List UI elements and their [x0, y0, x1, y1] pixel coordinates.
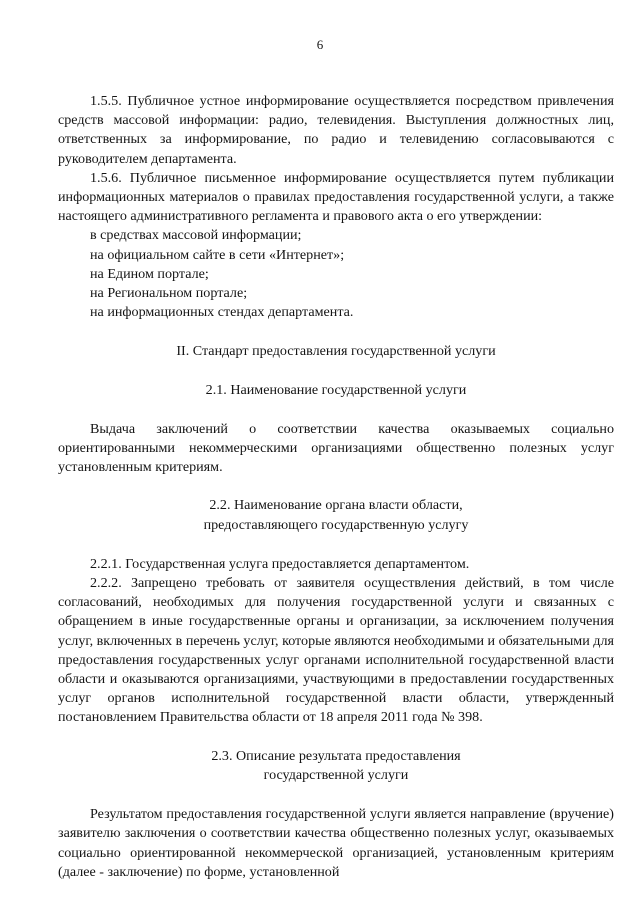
- paragraph-1-5-5: 1.5.5. Публичное устное информирование осуществляется посредством привлечения средств массовой информации: радио, телевидения. Выступления должностных лиц, ответственных за информирование, по радио и телевидению согласовываются с руководителем департамента.: [58, 93, 614, 167]
- document-body: [58, 92, 614, 882]
- subsection-2-2-heading: [58, 496, 614, 534]
- subsection-2-2-heading-line2: предоставляющего государственную услугу: [203, 516, 469, 533]
- subsection-2-3-heading-line2: государственной услуги: [263, 766, 409, 783]
- page-number: 6: [316, 37, 324, 52]
- subsection-2-3-heading-line1: 2.3. Описание результата предоставления: [211, 747, 461, 764]
- list-item: на официальном сайте в сети «Интернет»;: [90, 246, 345, 263]
- section-2-heading: II. Стандарт предоставления государственной услуги: [176, 343, 496, 360]
- list-item: в средствах массовой информации;: [90, 227, 302, 244]
- subsection-2-1-heading: 2.1. Наименование государственной услуги: [205, 381, 467, 398]
- subsection-2-3-text: Результатом предоставления государственной услуги является направление (вручение) заявителю заключения о соответствии качества общественно полезных услуг, оказываемых социально ориентированной некоммерческой организацией, установленным критериям (далее - заключение) по форме, установленной: [58, 806, 614, 880]
- subsection-2-2-heading-line1: 2.2. Наименование органа власти области,: [209, 497, 463, 514]
- list-item: на Едином портале;: [90, 265, 209, 282]
- paragraph-1-5-6: 1.5.6. Публичное письменное информирование осуществляется путем публикации информационных материалов о правилах предоставления государственной услуги, а также настоящего административного регламента и правового акта о его утверждении:: [58, 169, 614, 225]
- subsection-2-3-heading: [58, 747, 614, 785]
- paragraph-2-2-2: 2.2.2. Запрещено требовать от заявителя осуществления действий, в том числе согласований, необходимых для получения государственной услуги и связанных с обращением в иные государственные органы и организации, за исключением получения услуг, включенных в перечень услуг, которые являются необходимыми и обязательными для предоставления государственных услуг органами исполнительной государственной власти области и оказываются организациями, участвующими в предоставлении государственных услуг органов исполнительной государственной власти области, утвержденный постановлением Правительства области от 18 апреля 2011 года № 398.: [58, 575, 614, 726]
- list-item: на информационных стендах департамента.: [90, 304, 354, 321]
- publication-list: [58, 226, 614, 322]
- paragraph-2-2-1: 2.2.1. Государственная услуга предоставляется департаментом.: [90, 555, 470, 572]
- subsection-2-1-text: Выдача заключений о соответствии качества оказываемых социально ориентированными некоммерческими организациями общественно полезных услуг установленным критериям.: [58, 420, 614, 476]
- list-item: на Региональном портале;: [90, 285, 248, 302]
